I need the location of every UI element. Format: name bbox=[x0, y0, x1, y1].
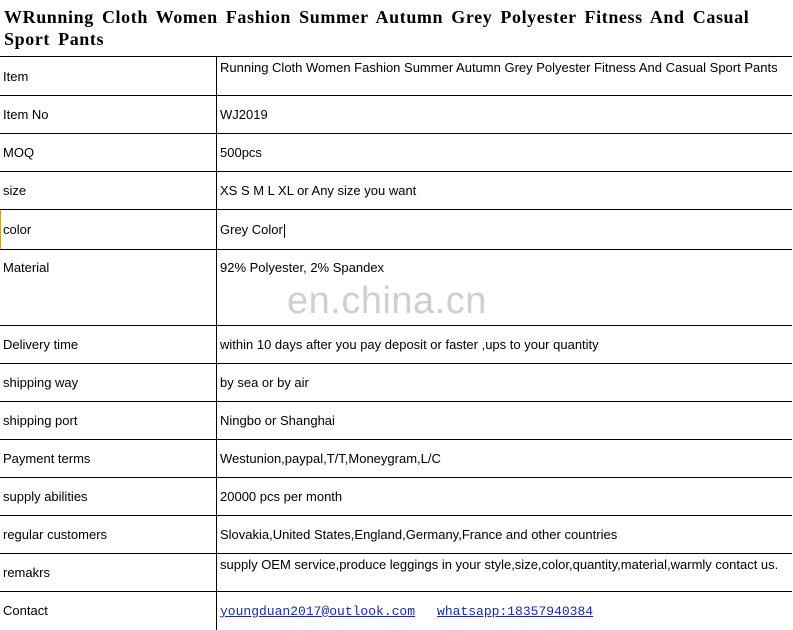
table-row bbox=[0, 402, 792, 440]
text-cursor bbox=[284, 224, 285, 238]
color-value-field[interactable] bbox=[217, 210, 793, 250]
row-label: Material bbox=[0, 250, 217, 326]
table-row bbox=[0, 516, 792, 554]
row-label: size bbox=[0, 172, 217, 210]
row-value: XS S M L XL or Any size you want bbox=[217, 172, 793, 210]
row-label: Delivery time bbox=[0, 326, 217, 364]
row-label: Item bbox=[0, 57, 217, 96]
row-label: remakrs bbox=[0, 554, 217, 592]
table-row bbox=[0, 210, 792, 250]
row-label: Payment terms bbox=[0, 440, 217, 478]
row-label-text: color bbox=[3, 222, 32, 237]
watermark: en.china.cn bbox=[287, 280, 487, 322]
contact-value bbox=[217, 592, 793, 630]
row-value: by sea or by air bbox=[217, 364, 793, 402]
row-label: regular customers bbox=[0, 516, 217, 554]
row-label: Item No bbox=[0, 96, 217, 134]
page-title: WRunning Cloth Women Fashion Summer Autumn Grey Polyester Fitness And Casual Sport Pants bbox=[4, 7, 750, 49]
table-row bbox=[0, 96, 792, 134]
table-row bbox=[0, 440, 792, 478]
email-link[interactable]: youngduan2017@outlook.com bbox=[220, 603, 416, 619]
row-label: shipping way bbox=[0, 364, 217, 402]
row-value: 500pcs bbox=[217, 134, 793, 172]
row-label: supply abilities bbox=[0, 478, 217, 516]
row-label: MOQ bbox=[0, 134, 217, 172]
product-spec-table bbox=[0, 56, 792, 630]
whatsapp-link[interactable]: whatsapp:18357940384 bbox=[437, 603, 594, 619]
row-label bbox=[0, 210, 217, 250]
table-row bbox=[0, 172, 792, 210]
table-row bbox=[0, 326, 792, 364]
table-row bbox=[0, 478, 792, 516]
table-row bbox=[0, 57, 792, 96]
row-value: WJ2019 bbox=[217, 96, 793, 134]
table-row bbox=[0, 592, 792, 630]
row-value: Grey Color bbox=[220, 222, 283, 237]
row-value: within 10 days after you pay deposit or faster ,ups to your quantity bbox=[217, 326, 793, 364]
row-value: supply OEM service,produce leggings in your style,size,color,quantity,material,warmly contact us. bbox=[217, 554, 793, 592]
table-row bbox=[0, 554, 792, 592]
row-value: Running Cloth Women Fashion Summer Autumn Grey Polyester Fitness And Casual Sport Pants bbox=[217, 57, 793, 96]
row-value: 92% Polyester, 2% Spandex bbox=[217, 250, 793, 326]
row-label: Contact bbox=[0, 592, 217, 630]
table-row bbox=[0, 250, 792, 326]
row-value: Westunion,paypal,T/T,Moneygram,L/C bbox=[217, 440, 793, 478]
table-row bbox=[0, 134, 792, 172]
row-label: shipping port bbox=[0, 402, 217, 440]
row-value: 20000 pcs per month bbox=[217, 478, 793, 516]
table-row bbox=[0, 364, 792, 402]
row-value: Slovakia,United States,England,Germany,France and other countries bbox=[217, 516, 793, 554]
row-value: Ningbo or Shanghai bbox=[217, 402, 793, 440]
